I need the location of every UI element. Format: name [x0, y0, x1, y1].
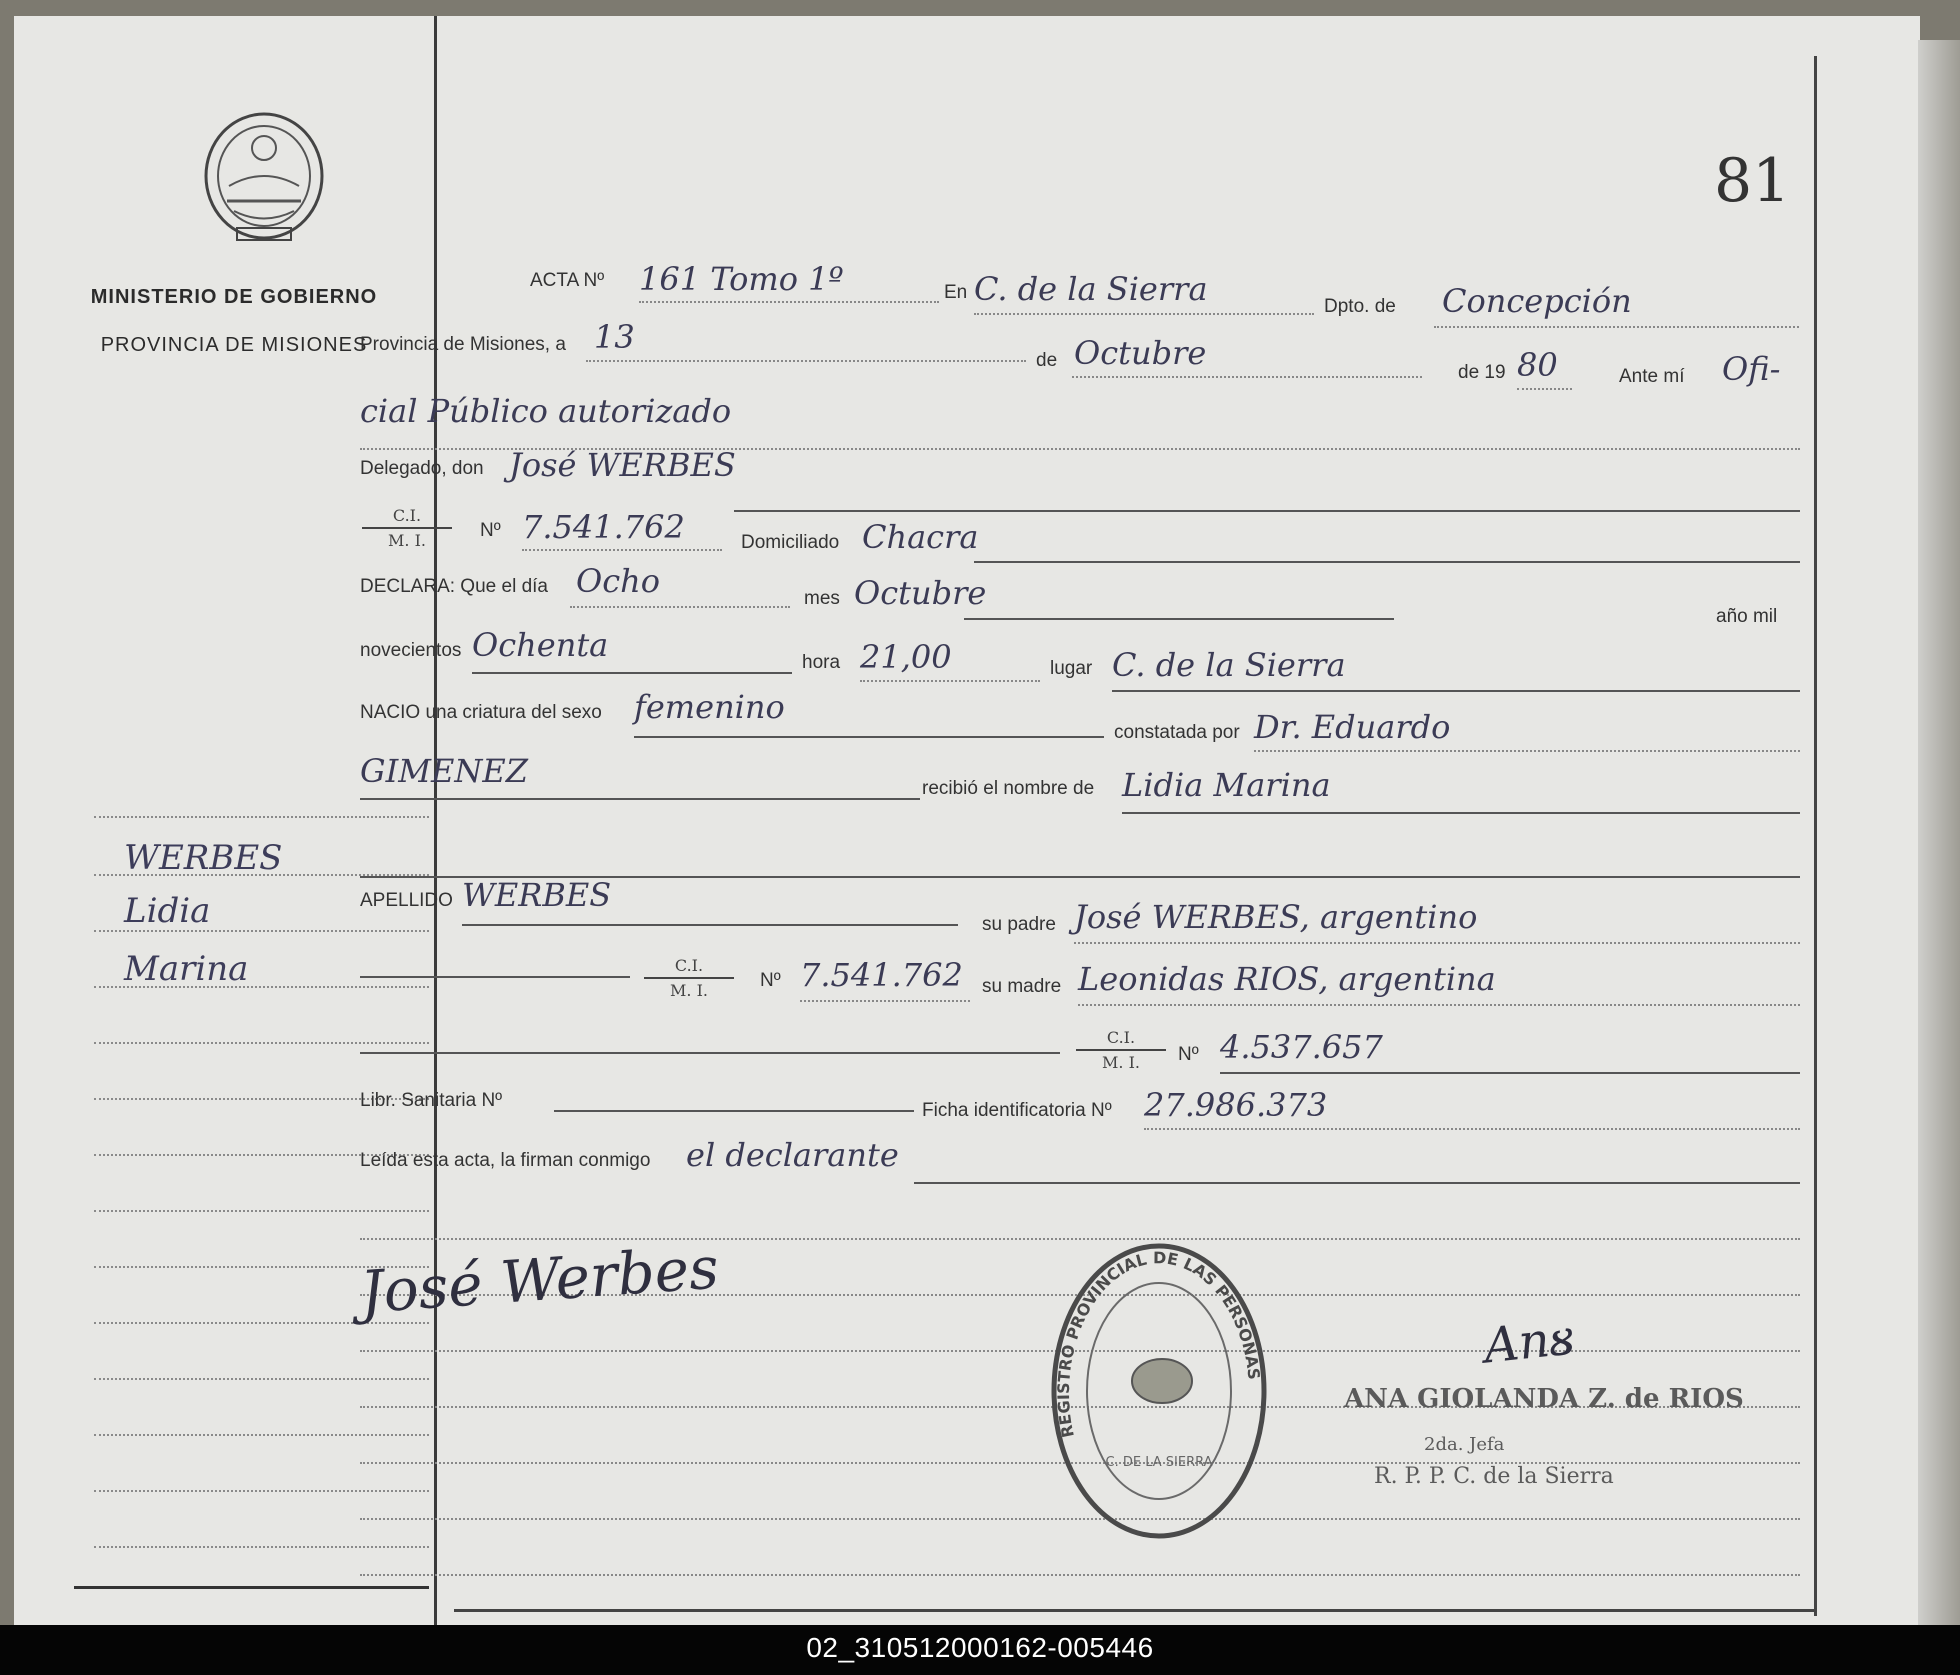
- ci-mi-fraction: [644, 956, 734, 1000]
- constatada-value: Dr. Eduardo: [1254, 708, 1451, 746]
- delegado-value: José WERBES: [509, 446, 736, 484]
- physician-surname: GIMENEZ: [360, 752, 528, 790]
- stamp-inner-text: C. DE LA SIERRA: [1105, 1455, 1213, 1470]
- day-value: 13: [594, 318, 635, 356]
- provincia-label: Provincia de Misiones, a: [360, 334, 566, 355]
- acta-line: [639, 301, 939, 303]
- en-line: [974, 313, 1314, 315]
- mes-line: [964, 618, 1394, 620]
- padre-label: su padre: [982, 914, 1056, 935]
- dpto-label: Dpto. de: [1324, 296, 1396, 317]
- signature-line: [360, 1574, 1800, 1576]
- ficha-value: 27.986.373: [1144, 1086, 1328, 1124]
- ci-label: C.I.: [362, 506, 452, 529]
- declarant-signature: José Werbes: [358, 1233, 721, 1327]
- dpto-line: [1434, 326, 1799, 328]
- official-continued-value: cial Público autorizado: [360, 392, 732, 430]
- ci-label: C.I.: [1076, 1028, 1166, 1051]
- official-name: ANA GIOLANDA Z. de RIOS: [1344, 1384, 1744, 1414]
- madre-blank-line: [360, 1052, 1060, 1054]
- mi-label: M. I.: [670, 981, 708, 1000]
- official-office: R. P. P. C. de la Sierra: [1374, 1464, 1614, 1489]
- right-border: [1814, 56, 1817, 1616]
- margin-line: [94, 1042, 429, 1044]
- acta-value: 161 Tomo 1º: [639, 260, 844, 298]
- madre-value: Leonidas RIOS, argentina: [1078, 960, 1496, 998]
- madre-line: [1078, 1004, 1800, 1006]
- margin-middle-name: Marina: [124, 949, 249, 989]
- no-label: Nº: [760, 970, 781, 991]
- ante-label: Ante mí: [1619, 366, 1685, 387]
- no-label: Nº: [1178, 1044, 1199, 1065]
- margin-line: [94, 1546, 429, 1548]
- ante-value: Ofi-: [1722, 350, 1781, 388]
- margin-line: [94, 930, 429, 932]
- novecientos-line: [472, 672, 792, 674]
- leida-label: Leída esta acta, la firman conmigo: [360, 1150, 651, 1171]
- official-title: 2da. Jefa: [1424, 1434, 1505, 1455]
- hora-value: 21,00: [860, 638, 952, 676]
- ficha-line: [1144, 1128, 1800, 1130]
- margin-line: [94, 816, 429, 818]
- next-page-edge: [1918, 40, 1960, 1625]
- delegado-number-line: [522, 549, 722, 551]
- province-heading: PROVINCIA DE MISIONES: [100, 334, 368, 356]
- sexo-value: femenino: [634, 688, 785, 726]
- ministry-heading: MINISTERIO DE GOBIERNO: [90, 286, 378, 308]
- leida-value: el declarante: [686, 1136, 899, 1174]
- madre-number: 4.537.657: [1220, 1028, 1383, 1066]
- constatada-label: constatada por: [1114, 722, 1240, 743]
- en-label: En: [944, 282, 968, 303]
- domiciliado-value: Chacra: [862, 518, 979, 556]
- dia-value: Ocho: [576, 562, 661, 600]
- delegado-number: 7.541.762: [522, 508, 685, 546]
- hora-line: [860, 680, 1040, 682]
- ci-mi-fraction: [362, 506, 452, 550]
- padre-line: [1074, 942, 1800, 944]
- constatada-line: [1254, 750, 1800, 752]
- novecientos-label: novecientos: [360, 640, 462, 661]
- register-sheet: [14, 16, 1920, 1625]
- image-caption: 02_310512000162-005446: [806, 1632, 1154, 1663]
- novecientos-value: Ochenta: [472, 626, 609, 664]
- year-value: 80: [1517, 346, 1558, 384]
- de-label: de: [1036, 350, 1058, 371]
- ficha-label: Ficha identificatoria Nº: [922, 1100, 1112, 1121]
- mes-label: mes: [804, 588, 840, 609]
- day-line: [586, 360, 1026, 362]
- apellido-line: [462, 924, 958, 926]
- margin-bottom-rule: [74, 1586, 429, 1589]
- official-signature-scribble: Anᴕ: [1481, 1309, 1577, 1375]
- declara-label: DECLARA: Que el día: [360, 576, 548, 597]
- stamp-outer-text: REGISTRO PROVINCIAL DE LAS PERSONAS: [1053, 1248, 1264, 1440]
- apellido-label: APELLIDO: [360, 890, 453, 911]
- left-margin-column: [14, 16, 437, 1625]
- padre-number-line: [800, 1000, 970, 1002]
- margin-line: [94, 1378, 429, 1380]
- year-label: de 19: [1458, 362, 1506, 383]
- margin-first-name: Lidia: [124, 891, 211, 931]
- registry-official-stamp-icon: [1044, 1236, 1274, 1546]
- child-name-value: Lidia Marina: [1122, 766, 1331, 804]
- lugar-label: lugar: [1050, 658, 1093, 679]
- page-number: 81: [1714, 146, 1791, 216]
- domiciliado-label: Domiciliado: [741, 532, 840, 553]
- sexo-line: [634, 736, 1104, 738]
- year-line: [1517, 388, 1572, 390]
- padre-value: José WERBES, argentino: [1074, 898, 1478, 936]
- mes-value: Octubre: [854, 574, 987, 612]
- margin-surname: WERBES: [124, 838, 283, 878]
- padre-number: 7.541.762: [800, 956, 963, 994]
- physician-line: [360, 798, 920, 800]
- padre-blank-line: [360, 976, 630, 978]
- libreta-label: Libr. Sanitaria Nº: [360, 1090, 503, 1111]
- acta-label: ACTA Nº: [530, 270, 605, 291]
- margin-line: [94, 986, 429, 988]
- en-value: C. de la Sierra: [974, 270, 1208, 308]
- margin-line: [94, 1434, 429, 1436]
- hora-label: hora: [802, 652, 841, 673]
- ci-label: C.I.: [644, 956, 734, 979]
- madre-label: su madre: [982, 976, 1062, 997]
- mi-label: M. I.: [388, 531, 426, 550]
- libreta-line: [554, 1110, 914, 1112]
- provincial-coat-of-arms-icon: [199, 106, 329, 246]
- delegado-label: Delegado, don: [360, 458, 484, 479]
- svg-text:REGISTRO PROVINCIAL DE LAS PER: [1054, 1248, 1264, 1439]
- madre-number-line: [1220, 1072, 1800, 1074]
- mi-label: M. I.: [1102, 1053, 1140, 1072]
- month-line: [1072, 376, 1422, 378]
- ano-label: año mil: [1716, 606, 1778, 627]
- page-bottom-rule: [454, 1609, 1814, 1612]
- lugar-line: [1112, 690, 1800, 692]
- dpto-value: Concepción: [1442, 282, 1632, 320]
- child-name-line: [1122, 812, 1800, 814]
- margin-line: [94, 1490, 429, 1492]
- month-value: Octubre: [1074, 334, 1207, 372]
- domiciliado-line: [974, 561, 1800, 563]
- recibio-label: recibió el nombre de: [922, 778, 1095, 799]
- apellido-value: WERBES: [462, 876, 612, 914]
- lugar-value: C. de la Sierra: [1112, 646, 1346, 684]
- nacio-label: NACIO una criatura del sexo: [360, 702, 602, 723]
- dia-line: [570, 606, 790, 608]
- ci-mi-fraction: [1076, 1028, 1166, 1072]
- margin-line: [94, 1210, 429, 1212]
- no-label: Nº: [480, 520, 501, 541]
- delegado-line: [734, 510, 1800, 512]
- leida-line: [914, 1182, 1800, 1184]
